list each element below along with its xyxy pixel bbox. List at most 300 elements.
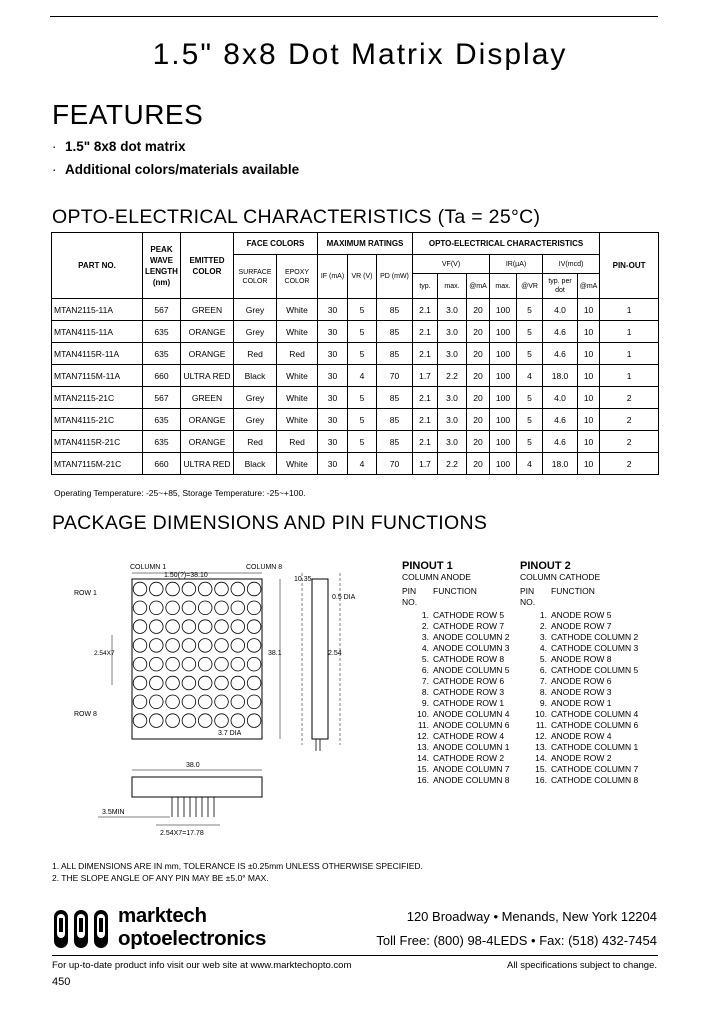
col-opto-char: OPTO-ELECTRICAL CHARACTERISTICS [413,233,600,255]
led-dot [247,695,261,709]
cell-pd: 70 [377,453,413,475]
col-iv-at: @mA [578,274,600,299]
label-2454: 2.54 [328,650,342,657]
pin-function: ANODE COLUMN 5 [433,665,510,675]
cell-surface: Grey [234,387,277,409]
led-dot [247,620,261,634]
col-vf-max: max. [438,274,467,299]
led-dot [150,639,164,653]
pin-number: 7. [539,676,547,686]
pin-number: 8. [421,687,429,697]
cell-epoxy: Red [277,431,318,453]
cell-color: ULTRA RED [181,365,234,387]
led-dot [198,657,212,671]
led-dot [166,657,180,671]
pin-row [520,720,658,731]
table-row [52,365,659,387]
pin-function: ANODE ROW 1 [551,698,612,708]
pin-row [520,687,658,698]
pin-number: 16. [535,775,547,785]
pin-row [520,753,658,764]
cell-surface: Red [234,431,277,453]
led-dot [182,714,196,728]
cell-if: 30 [318,365,348,387]
pin-number: 16. [417,775,429,785]
pin-number: 13. [535,742,547,752]
cell-iv-at: 10 [578,365,600,387]
operating-temp-note: Operating Temperature: -25~+85, Storage Temperature: -25~+100. [54,488,306,498]
pin-number: 12. [535,731,547,741]
pin-function: CATHODE COLUMN 7 [551,764,639,774]
cell-if: 30 [318,431,348,453]
pin-function: ANODE ROW 4 [551,731,612,741]
pinout2-header [520,586,658,608]
company-phone: Toll Free: (800) 98-4LEDS • Fax: (518) 432-7454 [376,933,657,948]
pin-row [520,698,658,709]
cell-pin: 2 [600,387,659,409]
led-dot [198,676,212,690]
cell-surface: Grey [234,321,277,343]
cell-pin: 1 [600,321,659,343]
led-dot [231,639,245,653]
pin-number: 11. [417,720,429,730]
cell-ir-vr: 5 [517,387,543,409]
led-dot [247,639,261,653]
opto-table [51,232,659,475]
table-row [52,343,659,365]
pin-number: 14. [417,753,429,763]
pin-number: 15. [535,764,547,774]
pin-row [402,775,520,786]
cell-part: MTAN2115-21C [52,387,143,409]
label-column8: COLUMN 8 [246,564,283,571]
pin-function: ANODE ROW 2 [551,753,612,763]
cell-vf-max: 3.0 [438,431,467,453]
led-dot [215,639,229,653]
col-vf: VF(V) [413,255,490,274]
cell-part: MTAN4115R-21C [52,431,143,453]
cell-iv-at: 10 [578,321,600,343]
pin-number: 6. [421,665,429,675]
pin-number: 8. [539,687,547,697]
col-surface-color: SURFACE COLOR [234,255,277,299]
cell-ir-vr: 5 [517,343,543,365]
cell-pd: 70 [377,365,413,387]
led-dot [182,695,196,709]
pin-function: ANODE COLUMN 2 [433,632,510,642]
pin-row [520,610,658,621]
pin-function: ANODE ROW 8 [551,654,612,664]
pin-row [402,687,520,698]
table-row [52,299,659,321]
col-iv: IV(mcd) [543,255,600,274]
led-dot [166,714,180,728]
cell-vr: 5 [348,299,377,321]
pin-row [520,632,658,643]
col-vf-typ: typ. [413,274,438,299]
led-dot [150,657,164,671]
cell-ir-vr: 5 [517,299,543,321]
pin-function: CATHODE COLUMN 4 [551,709,639,719]
cell-pd: 85 [377,409,413,431]
cell-color: ORANGE [181,431,234,453]
cell-pin: 1 [600,299,659,321]
pin-function: ANODE COLUMN 8 [433,775,510,785]
pin-number: 3. [539,632,547,642]
cell-iv-typ: 4.0 [543,387,578,409]
col-ir-max: max. [490,274,517,299]
website-note: For up-to-date product info visit our web site at www.marktechopto.com [52,960,352,971]
label-left-dim: 2.54X7 [94,650,115,657]
pin-row [520,676,658,687]
features-heading: FEATURES [52,99,204,130]
table-row [52,431,659,453]
pin-row [520,709,658,720]
pin-number: 5. [539,654,547,664]
cell-ir-vr: 5 [517,431,543,453]
cell-vf-typ: 1.7 [413,365,438,387]
page-title: 1.5" 8x8 Dot Matrix Display [152,38,568,71]
cell-vf-max: 3.0 [438,387,467,409]
cell-vr: 4 [348,453,377,475]
col-if: IF (mA) [318,255,348,299]
cell-epoxy: White [277,453,318,475]
pin-number: 7. [421,676,429,686]
label-381: 38.1 [268,650,282,657]
note: 2. THE SLOPE ANGLE OF ANY PIN MAY BE ±5.0° MAX. [52,873,269,883]
cell-vr: 5 [348,321,377,343]
cell-if: 30 [318,343,348,365]
cell-pd: 85 [377,299,413,321]
cell-surface: Red [234,343,277,365]
led-dot [247,657,261,671]
led-dot [166,695,180,709]
col-peak-wave: PEAK WAVE LENGTH (nm) [143,233,181,299]
cell-vf-at: 20 [467,321,490,343]
cell-vf-typ: 2.1 [413,299,438,321]
led-dot [133,620,147,634]
cell-iv-typ: 4.6 [543,431,578,453]
cell-vf-max: 2.2 [438,453,467,475]
disclaimer: All specifications subject to change. [507,960,657,971]
cell-pd: 85 [377,321,413,343]
cell-wave: 660 [143,365,181,387]
label-380: 38.0 [186,762,200,769]
pin-row [402,676,520,687]
led-dot [215,676,229,690]
cell-iv-at: 10 [578,299,600,321]
package-drawing [50,555,370,840]
cell-vf-at: 20 [467,343,490,365]
pin-number: 5. [421,654,429,664]
pin-function: CATHODE COLUMN 5 [551,665,639,675]
pinout2 [520,561,658,786]
label-width-dim: 1.50(?)=38.10 [164,572,208,579]
cell-pin: 2 [600,431,659,453]
cell-vr: 5 [348,409,377,431]
cell-part: MTAN2115-11A [52,299,143,321]
pin-function: ANODE COLUMN 6 [433,720,510,730]
pin-row [402,720,520,731]
pin-number: 4. [421,643,429,653]
col-max-ratings: MAXIMUM RATINGS [318,233,413,255]
led-dot [182,620,196,634]
led-dot [198,582,212,596]
cell-part: MTAN7115M-11A [52,365,143,387]
pin-function: CATHODE ROW 8 [433,654,505,664]
col-vf-at: @mA [467,274,490,299]
label-bottom-dim: 2.54X7=17.78 [160,830,204,837]
cell-pd: 85 [377,387,413,409]
led-dot [215,657,229,671]
pin-row [402,632,520,643]
pin-row [520,731,658,742]
table-row [52,387,659,409]
table-row [52,409,659,431]
pin-function: CATHODE ROW 5 [433,610,505,620]
led-dot-grid [133,582,261,727]
cell-vr: 5 [348,431,377,453]
cell-vf-at: 20 [467,453,490,475]
pin-function: ANODE COLUMN 1 [433,742,510,752]
package-heading: PACKAGE DIMENSIONS AND PIN FUNCTIONS [52,512,488,534]
pin-number: 10. [535,709,547,719]
pin-number: 10. [417,709,429,719]
table-row [52,453,659,475]
cell-vf-typ: 2.1 [413,321,438,343]
cell-iv-at: 10 [578,387,600,409]
pin-row [520,643,658,654]
cell-vf-max: 3.0 [438,299,467,321]
led-dot [247,582,261,596]
led-dot [150,601,164,615]
cell-ir-vr: 5 [517,321,543,343]
cell-iv-typ: 4.0 [543,299,578,321]
led-dot [150,620,164,634]
cell-ir-vr: 4 [517,365,543,387]
cell-vf-typ: 2.1 [413,387,438,409]
cell-ir-max: 100 [490,453,517,475]
label-37dia: 3.7 DIA [218,730,242,737]
led-dot [166,582,180,596]
pinout2-title: PINOUT 2 [520,560,571,572]
cell-iv-typ: 4.6 [543,409,578,431]
cell-ir-vr: 4 [517,453,543,475]
col-emitted-color: EMITTED COLOR [181,233,234,299]
cell-vf-typ: 2.1 [413,431,438,453]
pin-row [520,775,658,786]
cell-part: MTAN4115R-11A [52,343,143,365]
cell-vf-max: 3.0 [438,409,467,431]
pin-function: CATHODE COLUMN 6 [551,720,639,730]
label-1035: 10.35 [294,576,312,583]
label-row8: ROW 8 [74,711,97,718]
cell-color: ORANGE [181,321,234,343]
led-dot [150,676,164,690]
cell-wave: 635 [143,343,181,365]
cell-surface: Grey [234,409,277,431]
pin-function: CATHODE ROW 7 [433,621,505,631]
led-dot [247,714,261,728]
led-dot [182,582,196,596]
cell-ir-max: 100 [490,299,517,321]
pin-number: 15. [417,764,429,774]
pin-row [402,654,520,665]
pinout1-subtitle: COLUMN ANODE [402,572,471,582]
led-dot [215,620,229,634]
pin-function: CATHODE ROW 4 [433,731,505,741]
cell-if: 30 [318,409,348,431]
pin-row [520,764,658,775]
pin-function: ANODE ROW 3 [551,687,612,697]
cell-wave: 635 [143,321,181,343]
led-dot [215,714,229,728]
led-dot [231,657,245,671]
pin-row [402,665,520,676]
cell-vf-max: 3.0 [438,321,467,343]
led-dot [150,582,164,596]
function-header: FUNCTION [433,586,477,596]
cell-pd: 85 [377,431,413,453]
pin-number: 3. [421,632,429,642]
cell-vf-max: 3.0 [438,343,467,365]
cell-color: ULTRA RED [181,453,234,475]
led-dot [182,676,196,690]
pin-number: 11. [535,720,547,730]
pinout1-header [402,586,520,608]
label-min: 3.5MIN [102,809,125,816]
pin-row [402,764,520,775]
col-iv-typ: typ. per dot [543,274,578,299]
cell-iv-at: 10 [578,431,600,453]
cell-epoxy: White [277,321,318,343]
col-part-no: PART NO. [52,233,143,299]
led-dot [247,601,261,615]
pin-row [520,621,658,632]
pin-number: 2. [539,621,547,631]
cell-iv-at: 10 [578,343,600,365]
led-dot [231,601,245,615]
cell-iv-at: 10 [578,453,600,475]
pin-row [520,654,658,665]
pin-function: CATHODE ROW 2 [433,753,505,763]
cell-pin: 2 [600,453,659,475]
led-dot [198,620,212,634]
pin-function: ANODE COLUMN 4 [433,709,510,719]
led-dot [150,714,164,728]
led-dot [182,601,196,615]
pin-function: ANODE COLUMN 7 [433,764,510,774]
led-dot [133,714,147,728]
pin-row [402,643,520,654]
cell-vr: 5 [348,343,377,365]
pin-function: CATHODE COLUMN 8 [551,775,639,785]
led-dot [231,582,245,596]
col-face-colors: FACE COLORS [234,233,318,255]
pin-row [402,610,520,621]
pinout1-title: PINOUT 1 [402,560,453,572]
led-dot [231,620,245,634]
pin-row [520,665,658,676]
cell-vf-typ: 2.1 [413,343,438,365]
cell-epoxy: White [277,387,318,409]
side-outline [312,579,328,739]
cell-color: ORANGE [181,343,234,365]
cell-ir-max: 100 [490,409,517,431]
cell-vf-at: 20 [467,409,490,431]
col-epoxy-color: EPOXY COLOR [277,255,318,299]
pin-function: CATHODE COLUMN 3 [551,643,639,653]
cell-wave: 660 [143,453,181,475]
cell-ir-max: 100 [490,343,517,365]
led-dot [215,695,229,709]
cell-iv-typ: 18.0 [543,453,578,475]
pin-number: 13. [417,742,429,752]
cell-epoxy: White [277,409,318,431]
cell-pd: 85 [377,343,413,365]
pin-row [402,709,520,720]
pinout2-subtitle: COLUMN CATHODE [520,572,601,582]
pin-row [402,698,520,709]
cell-wave: 635 [143,409,181,431]
led-dot [198,695,212,709]
pin-no-header: PIN NO. [520,586,536,607]
cell-ir-vr: 5 [517,409,543,431]
led-dot [166,676,180,690]
pin-no-header: PIN NO. [402,586,418,607]
cell-if: 30 [318,453,348,475]
cell-pin: 1 [600,343,659,365]
cell-iv-typ: 4.6 [543,321,578,343]
pin-function: CATHODE COLUMN 1 [551,742,639,752]
pin-function: CATHODE COLUMN 2 [551,632,639,642]
top-rule [50,16,658,17]
cell-color: ORANGE [181,409,234,431]
label-column1: COLUMN 1 [130,564,167,571]
cell-vr: 5 [348,387,377,409]
led-dot [231,676,245,690]
cell-part: MTAN4115-21C [52,409,143,431]
pin-number: 12. [417,731,429,741]
cell-color: GREEN [181,299,234,321]
marktech-logo-icon [52,904,114,950]
led-dot [182,639,196,653]
led-dot [133,582,147,596]
cell-part: MTAN4115-11A [52,321,143,343]
pin-function: ANODE ROW 6 [551,676,612,686]
cell-surface: Black [234,453,277,475]
company-address: 120 Broadway • Menands, New York 12204 [406,909,657,924]
pin-number: 6. [539,665,547,675]
cell-iv-typ: 18.0 [543,365,578,387]
cell-ir-max: 100 [490,321,517,343]
feature-item: · 1.5" 8x8 dot matrix [52,139,186,154]
pin-function: ANODE COLUMN 3 [433,643,510,653]
pin-number: 9. [421,698,429,708]
col-pin-out: PIN-OUT [600,233,659,299]
led-dot [166,639,180,653]
page-number: 450 [52,976,71,988]
col-ir: IR(µA) [490,255,543,274]
pin-row [520,742,658,753]
cell-vf-at: 20 [467,365,490,387]
cell-epoxy: White [277,365,318,387]
footer-rule [52,955,658,956]
col-vr: VR (V) [348,255,377,299]
pin-number: 4. [539,643,547,653]
dimension-notes [52,860,423,884]
led-dot [198,601,212,615]
